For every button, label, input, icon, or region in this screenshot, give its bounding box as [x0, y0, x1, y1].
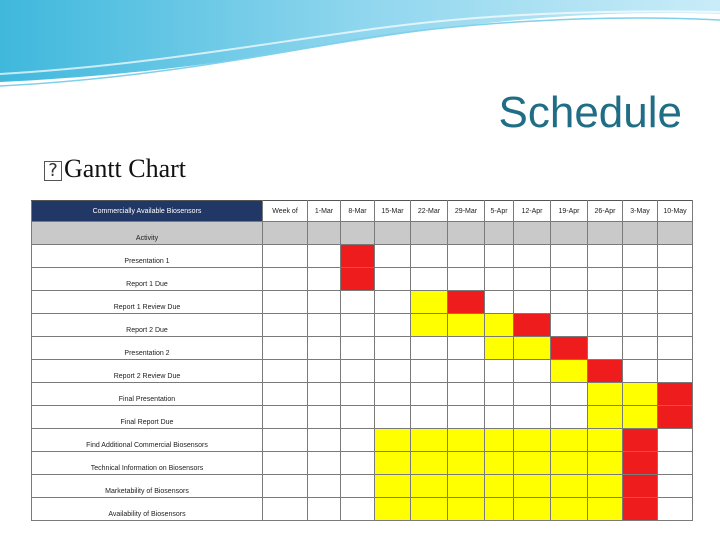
gantt-task-row	[32, 245, 693, 268]
gantt-empty-cell	[341, 452, 375, 475]
gantt-empty-cell	[514, 360, 551, 383]
week-header-cell: 10-May	[658, 201, 693, 222]
gantt-work-cell	[551, 498, 588, 521]
gantt-work-cell	[588, 406, 623, 429]
gantt-empty-cell	[375, 406, 411, 429]
gantt-empty-cell	[485, 406, 514, 429]
gantt-deadline-cell	[623, 475, 658, 498]
week-header-cell: 1-Mar	[308, 201, 341, 222]
gantt-empty-cell	[308, 314, 341, 337]
activity-row-cell	[551, 222, 588, 245]
gantt-deadline-cell	[448, 291, 485, 314]
gantt-work-cell	[588, 429, 623, 452]
gantt-empty-cell	[514, 245, 551, 268]
gantt-work-cell	[448, 498, 485, 521]
gantt-empty-cell	[308, 406, 341, 429]
header-wave-decoration	[0, 0, 720, 90]
gantt-empty-cell	[658, 314, 693, 337]
gantt-work-cell	[485, 452, 514, 475]
gantt-empty-cell	[375, 314, 411, 337]
gantt-work-cell	[375, 475, 411, 498]
gantt-work-cell	[551, 360, 588, 383]
gantt-empty-cell	[588, 314, 623, 337]
gantt-deadline-cell	[551, 337, 588, 360]
week-of-label: Week of	[263, 201, 308, 222]
gantt-work-cell	[485, 475, 514, 498]
gantt-empty-cell	[341, 291, 375, 314]
activity-row-cell	[341, 222, 375, 245]
gantt-empty-cell	[341, 498, 375, 521]
week-of-spacer-cell	[263, 360, 308, 383]
gantt-empty-cell	[514, 406, 551, 429]
activity-row-cell	[588, 222, 623, 245]
gantt-work-cell	[588, 498, 623, 521]
gantt-work-cell	[623, 383, 658, 406]
activity-row-cell	[485, 222, 514, 245]
task-label: Report 2 Due	[32, 314, 263, 337]
gantt-work-cell	[448, 475, 485, 498]
gantt-empty-cell	[485, 245, 514, 268]
gantt-empty-cell	[551, 291, 588, 314]
gantt-empty-cell	[411, 245, 448, 268]
gantt-empty-cell	[375, 291, 411, 314]
gantt-empty-cell	[375, 245, 411, 268]
gantt-task-row	[32, 429, 693, 452]
gantt-work-cell	[514, 337, 551, 360]
gantt-empty-cell	[411, 337, 448, 360]
gantt-empty-cell	[411, 406, 448, 429]
gantt-empty-cell	[308, 360, 341, 383]
gantt-empty-cell	[308, 429, 341, 452]
gantt-work-cell	[411, 475, 448, 498]
week-of-spacer-cell	[263, 291, 308, 314]
gantt-work-cell	[588, 452, 623, 475]
bullet-icon: ?	[44, 161, 62, 181]
week-of-spacer-cell	[263, 245, 308, 268]
gantt-work-cell	[448, 314, 485, 337]
gantt-work-cell	[514, 452, 551, 475]
gantt-work-cell	[485, 429, 514, 452]
activity-row-cell	[308, 222, 341, 245]
gantt-empty-cell	[551, 268, 588, 291]
gantt-empty-cell	[375, 268, 411, 291]
gantt-empty-cell	[658, 498, 693, 521]
gantt-empty-cell	[658, 360, 693, 383]
task-label: Marketability of Biosensors	[32, 475, 263, 498]
gantt-empty-cell	[658, 268, 693, 291]
activity-row-cell	[263, 222, 308, 245]
gantt-empty-cell	[341, 475, 375, 498]
gantt-deadline-cell	[514, 314, 551, 337]
gantt-work-cell	[448, 429, 485, 452]
gantt-empty-cell	[308, 498, 341, 521]
gantt-empty-cell	[485, 360, 514, 383]
gantt-empty-cell	[448, 268, 485, 291]
gantt-work-cell	[623, 406, 658, 429]
gantt-empty-cell	[448, 337, 485, 360]
task-label: Report 1 Review Due	[32, 291, 263, 314]
task-label: Find Additional Commercial Biosensors	[32, 429, 263, 452]
gantt-empty-cell	[341, 337, 375, 360]
gantt-empty-cell	[658, 291, 693, 314]
gantt-empty-cell	[341, 429, 375, 452]
gantt-header-row	[32, 201, 693, 222]
gantt-empty-cell	[485, 383, 514, 406]
task-label: Technical Information on Biosensors	[32, 452, 263, 475]
gantt-work-cell	[375, 498, 411, 521]
week-header-cell: 5-Apr	[485, 201, 514, 222]
gantt-empty-cell	[551, 245, 588, 268]
gantt-empty-cell	[658, 475, 693, 498]
activity-row-cell	[658, 222, 693, 245]
gantt-empty-cell	[341, 383, 375, 406]
task-label: Availability of Biosensors	[32, 498, 263, 521]
gantt-empty-cell	[623, 245, 658, 268]
task-label: Final Report Due	[32, 406, 263, 429]
gantt-empty-cell	[551, 314, 588, 337]
gantt-empty-cell	[623, 360, 658, 383]
task-label: Final Presentation	[32, 383, 263, 406]
gantt-work-cell	[411, 498, 448, 521]
gantt-empty-cell	[623, 268, 658, 291]
week-header-cell: 3-May	[623, 201, 658, 222]
gantt-empty-cell	[623, 291, 658, 314]
gantt-empty-cell	[623, 337, 658, 360]
gantt-task-row	[32, 475, 693, 498]
gantt-empty-cell	[588, 291, 623, 314]
gantt-work-cell	[551, 475, 588, 498]
gantt-deadline-cell	[623, 452, 658, 475]
gantt-task-row	[32, 383, 693, 406]
gantt-empty-cell	[308, 337, 341, 360]
week-header-cell: 12-Apr	[514, 201, 551, 222]
activity-row-cell	[375, 222, 411, 245]
gantt-empty-cell	[308, 475, 341, 498]
week-of-spacer-cell	[263, 383, 308, 406]
gantt-empty-cell	[411, 268, 448, 291]
gantt-deadline-cell	[658, 406, 693, 429]
gantt-empty-cell	[341, 360, 375, 383]
gantt-work-cell	[411, 291, 448, 314]
gantt-empty-cell	[658, 429, 693, 452]
gantt-work-cell	[514, 475, 551, 498]
gantt-empty-cell	[375, 360, 411, 383]
gantt-work-cell	[485, 337, 514, 360]
week-header-cell: 19-Apr	[551, 201, 588, 222]
gantt-task-row	[32, 360, 693, 383]
gantt-empty-cell	[308, 245, 341, 268]
gantt-work-cell	[485, 498, 514, 521]
gantt-empty-cell	[551, 406, 588, 429]
gantt-empty-cell	[448, 406, 485, 429]
gantt-task-row	[32, 268, 693, 291]
subtitle-text: Gantt Chart	[64, 154, 187, 183]
gantt-empty-cell	[551, 383, 588, 406]
gantt-chart-table	[31, 200, 693, 521]
gantt-empty-cell	[588, 268, 623, 291]
gantt-empty-cell	[448, 245, 485, 268]
slide-title: Schedule	[498, 88, 682, 137]
week-of-spacer-cell	[263, 406, 308, 429]
gantt-work-cell	[514, 429, 551, 452]
gantt-empty-cell	[588, 245, 623, 268]
week-of-spacer-cell	[263, 314, 308, 337]
gantt-empty-cell	[658, 337, 693, 360]
gantt-empty-cell	[588, 337, 623, 360]
gantt-work-cell	[411, 452, 448, 475]
week-header-cell: 15-Mar	[375, 201, 411, 222]
gantt-empty-cell	[308, 291, 341, 314]
gantt-deadline-cell	[341, 268, 375, 291]
week-of-spacer-cell	[263, 498, 308, 521]
week-header-cell: 22-Mar	[411, 201, 448, 222]
gantt-deadline-cell	[588, 360, 623, 383]
activity-label: Activity	[32, 222, 263, 245]
gantt-empty-cell	[658, 452, 693, 475]
gantt-task-row	[32, 337, 693, 360]
gantt-task-row	[32, 498, 693, 521]
gantt-deadline-cell	[623, 429, 658, 452]
activity-row-cell	[514, 222, 551, 245]
week-header-cell: 26-Apr	[588, 201, 623, 222]
gantt-task-row	[32, 291, 693, 314]
week-of-spacer-cell	[263, 337, 308, 360]
task-label: Presentation 2	[32, 337, 263, 360]
gantt-empty-cell	[411, 383, 448, 406]
gantt-empty-cell	[308, 383, 341, 406]
gantt-work-cell	[375, 452, 411, 475]
gantt-header-label: Commercially Available Biosensors	[32, 201, 263, 222]
gantt-work-cell	[514, 498, 551, 521]
gantt-empty-cell	[448, 383, 485, 406]
gantt-work-cell	[375, 429, 411, 452]
gantt-deadline-cell	[658, 383, 693, 406]
activity-row-cell	[448, 222, 485, 245]
week-of-spacer-cell	[263, 452, 308, 475]
week-of-spacer-cell	[263, 429, 308, 452]
gantt-work-cell	[588, 383, 623, 406]
gantt-work-cell	[551, 429, 588, 452]
gantt-empty-cell	[514, 268, 551, 291]
gantt-work-cell	[588, 475, 623, 498]
activity-row-cell	[411, 222, 448, 245]
week-of-spacer-cell	[263, 268, 308, 291]
gantt-work-cell	[411, 429, 448, 452]
gantt-empty-cell	[658, 245, 693, 268]
gantt-empty-cell	[308, 452, 341, 475]
gantt-work-cell	[551, 452, 588, 475]
week-header-cell: 8-Mar	[341, 201, 375, 222]
gantt-empty-cell	[623, 314, 658, 337]
gantt-task-row	[32, 406, 693, 429]
slide-subtitle	[44, 154, 186, 184]
gantt-empty-cell	[448, 360, 485, 383]
gantt-empty-cell	[341, 314, 375, 337]
gantt-empty-cell	[514, 383, 551, 406]
gantt-empty-cell	[341, 406, 375, 429]
activity-row	[32, 222, 693, 245]
week-of-spacer-cell	[263, 475, 308, 498]
gantt-empty-cell	[308, 268, 341, 291]
gantt-empty-cell	[375, 337, 411, 360]
gantt-work-cell	[485, 314, 514, 337]
task-label: Report 1 Due	[32, 268, 263, 291]
task-label: Presentation 1	[32, 245, 263, 268]
activity-row-cell	[623, 222, 658, 245]
gantt-work-cell	[448, 452, 485, 475]
gantt-task-row	[32, 452, 693, 475]
gantt-empty-cell	[485, 291, 514, 314]
gantt-task-row	[32, 314, 693, 337]
week-header-cell: 29-Mar	[448, 201, 485, 222]
gantt-empty-cell	[514, 291, 551, 314]
gantt-deadline-cell	[341, 245, 375, 268]
task-label: Report 2 Review Due	[32, 360, 263, 383]
gantt-empty-cell	[411, 360, 448, 383]
gantt-deadline-cell	[623, 498, 658, 521]
gantt-empty-cell	[485, 268, 514, 291]
gantt-work-cell	[411, 314, 448, 337]
gantt-empty-cell	[375, 383, 411, 406]
